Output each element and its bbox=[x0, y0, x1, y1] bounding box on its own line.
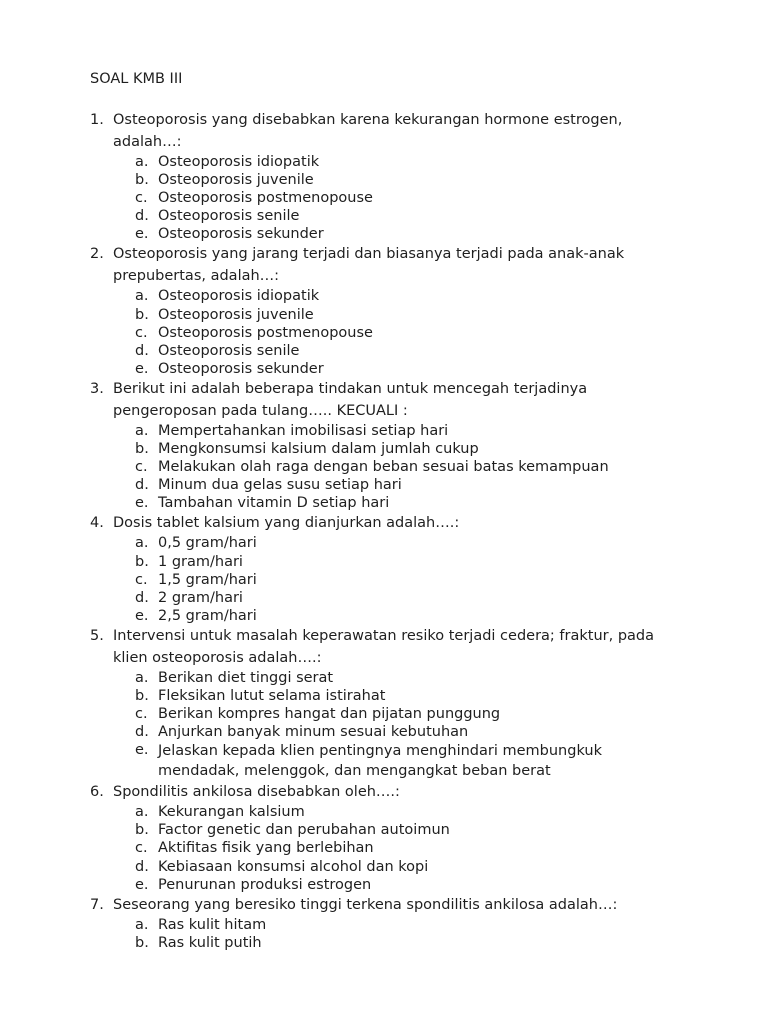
option-text: Penurunan produksi estrogen bbox=[158, 876, 372, 893]
option-letter: b. bbox=[135, 822, 149, 839]
answer-option bbox=[0, 440, 768, 458]
answer-option bbox=[0, 876, 768, 894]
question-item bbox=[0, 378, 768, 512]
option-text: 1 gram/hari bbox=[158, 553, 243, 570]
option-letter: d. bbox=[135, 589, 149, 606]
answer-option bbox=[0, 934, 768, 952]
question-number: 5. bbox=[90, 627, 104, 644]
option-letter: a. bbox=[135, 916, 149, 933]
option-text: Osteoporosis idiopatik bbox=[158, 288, 320, 305]
option-text: Factor genetic dan perubahan autoimun bbox=[158, 822, 450, 839]
option-text: Berikan diet tinggi serat bbox=[158, 669, 334, 686]
option-letter: e. bbox=[135, 360, 149, 377]
answer-option bbox=[0, 687, 768, 705]
question-number: 6. bbox=[90, 784, 104, 801]
option-letter: d. bbox=[135, 342, 149, 359]
option-letter: d. bbox=[135, 477, 149, 494]
answer-option bbox=[0, 723, 768, 741]
option-letter: a. bbox=[135, 804, 149, 821]
question-item bbox=[0, 894, 768, 952]
answer-option bbox=[0, 741, 768, 781]
question-text: Berikut ini adalah beberapa tindakan untuk mencegah terjadinya pengeroposan pada tulang….. KECUALI : bbox=[113, 380, 588, 419]
option-text: Mengkonsumsi kalsium dalam jumlah cukup bbox=[158, 441, 479, 458]
option-letter: c. bbox=[135, 840, 148, 857]
option-text: Osteoporosis postmenopouse bbox=[158, 324, 373, 341]
option-text: Ras kulit putih bbox=[158, 934, 262, 951]
option-letter: a. bbox=[135, 154, 149, 170]
answer-option bbox=[0, 422, 768, 440]
option-letter: e. bbox=[135, 876, 149, 893]
answer-option bbox=[0, 360, 768, 378]
option-list bbox=[0, 803, 768, 893]
option-letter: c. bbox=[135, 706, 148, 723]
answer-option bbox=[0, 803, 768, 821]
answer-option bbox=[0, 287, 768, 305]
option-text: Aktifitas fisik yang berlebihan bbox=[158, 840, 374, 857]
question-item bbox=[0, 512, 768, 624]
answer-option bbox=[0, 858, 768, 876]
answer-option bbox=[0, 553, 768, 571]
option-text: Anjurkan banyak minum sesuai kebutuhan bbox=[158, 724, 469, 741]
option-text: Minum dua gelas susu setiap hari bbox=[158, 477, 402, 494]
answer-option bbox=[0, 324, 768, 342]
question-text: Dosis tablet kalsium yang dianjurkan adalah….: bbox=[113, 515, 460, 532]
option-letter: d. bbox=[135, 208, 149, 225]
option-letter: e. bbox=[135, 742, 149, 759]
question-item bbox=[0, 109, 768, 243]
answer-option bbox=[0, 207, 768, 225]
option-letter: c. bbox=[135, 190, 148, 207]
option-list bbox=[0, 153, 768, 243]
option-text: Kebiasaan konsumsi alcohol dan kopi bbox=[158, 858, 429, 875]
question-item bbox=[0, 781, 768, 893]
option-letter: e. bbox=[135, 607, 149, 624]
option-text: Osteoporosis sekunder bbox=[158, 226, 324, 243]
answer-option bbox=[0, 607, 768, 625]
question-number: 1. bbox=[90, 112, 104, 128]
answer-option bbox=[0, 225, 768, 243]
option-text: Kekurangan kalsium bbox=[158, 804, 305, 821]
question-number: 3. bbox=[90, 380, 104, 397]
question-text: Osteoporosis yang jarang terjadi dan biasanya terjadi pada anak-anak prepubertas, adalah…: bbox=[113, 246, 625, 285]
option-letter: b. bbox=[135, 306, 149, 323]
option-text: 0,5 gram/hari bbox=[158, 535, 257, 552]
answer-option bbox=[0, 705, 768, 723]
question-number: 4. bbox=[90, 515, 104, 532]
option-text: 2 gram/hari bbox=[158, 589, 243, 606]
question-text: Intervensi untuk masalah keperawatan resiko terjadi cedera; fraktur, pada klien osteoporosis adalah….: bbox=[113, 627, 655, 666]
option-text: Jelaskan kepada klien pentingnya menghindari membungkuk mendadak, melenggok, dan mengangkat beban berat bbox=[158, 743, 602, 780]
option-text: 1,5 gram/hari bbox=[158, 571, 257, 588]
option-list bbox=[0, 287, 768, 377]
question-list bbox=[0, 109, 768, 952]
question-number: 7. bbox=[90, 896, 104, 913]
option-letter: a. bbox=[135, 288, 149, 305]
question-text: Seseorang yang beresiko tinggi terkena spondilitis ankilosa adalah…: bbox=[113, 896, 618, 913]
option-text: Osteoporosis idiopatik bbox=[158, 154, 320, 170]
answer-option bbox=[0, 153, 768, 171]
option-text: Melakukan olah raga dengan beban sesuai batas kemampuan bbox=[158, 459, 609, 476]
answer-option bbox=[0, 458, 768, 476]
option-letter: a. bbox=[135, 669, 149, 686]
answer-option bbox=[0, 916, 768, 934]
option-text: Osteoporosis juvenile bbox=[158, 306, 314, 323]
answer-option bbox=[0, 669, 768, 687]
option-text: Osteoporosis postmenopouse bbox=[158, 190, 373, 207]
document-title: SOAL KMB III bbox=[90, 71, 183, 87]
option-letter: e. bbox=[135, 226, 149, 243]
option-text: Berikan kompres hangat dan pijatan punggung bbox=[158, 706, 501, 723]
option-text: Fleksikan lutut selama istirahat bbox=[158, 687, 386, 704]
option-list bbox=[0, 916, 768, 952]
option-text: Ras kulit hitam bbox=[158, 916, 267, 933]
option-text: Osteoporosis sekunder bbox=[158, 360, 324, 377]
question-text: Osteoporosis yang disebabkan karena kekurangan hormone estrogen, adalah…: bbox=[113, 112, 623, 150]
option-letter: b. bbox=[135, 687, 149, 704]
option-letter: c. bbox=[135, 571, 148, 588]
option-letter: b. bbox=[135, 172, 149, 189]
option-letter: c. bbox=[135, 459, 148, 476]
option-text: Tambahan vitamin D setiap hari bbox=[158, 495, 390, 512]
answer-option bbox=[0, 571, 768, 589]
option-list bbox=[0, 669, 768, 781]
option-text: Osteoporosis juvenile bbox=[158, 172, 314, 189]
option-letter: a. bbox=[135, 535, 149, 552]
answer-option bbox=[0, 171, 768, 189]
answer-option bbox=[0, 839, 768, 857]
question-item bbox=[0, 243, 768, 377]
option-text: Osteoporosis senile bbox=[158, 342, 300, 359]
answer-option bbox=[0, 189, 768, 207]
option-list bbox=[0, 422, 768, 512]
option-letter: d. bbox=[135, 858, 149, 875]
option-letter: b. bbox=[135, 553, 149, 570]
option-letter: b. bbox=[135, 934, 149, 951]
question-number: 2. bbox=[90, 246, 104, 263]
option-text: Mempertahankan imobilisasi setiap hari bbox=[158, 422, 449, 439]
option-letter: a. bbox=[135, 422, 149, 439]
answer-option bbox=[0, 494, 768, 512]
option-text: 2,5 gram/hari bbox=[158, 607, 257, 624]
option-text: Osteoporosis senile bbox=[158, 208, 300, 225]
answer-option bbox=[0, 342, 768, 360]
question-text: Spondilitis ankilosa disebabkan oleh….: bbox=[113, 784, 400, 801]
option-letter: b. bbox=[135, 441, 149, 458]
answer-option bbox=[0, 589, 768, 607]
answer-option bbox=[0, 476, 768, 494]
option-letter: c. bbox=[135, 324, 148, 341]
answer-option bbox=[0, 821, 768, 839]
question-item bbox=[0, 625, 768, 781]
option-list bbox=[0, 534, 768, 624]
option-letter: d. bbox=[135, 724, 149, 741]
answer-option bbox=[0, 534, 768, 552]
answer-option bbox=[0, 306, 768, 324]
option-letter: e. bbox=[135, 495, 149, 512]
